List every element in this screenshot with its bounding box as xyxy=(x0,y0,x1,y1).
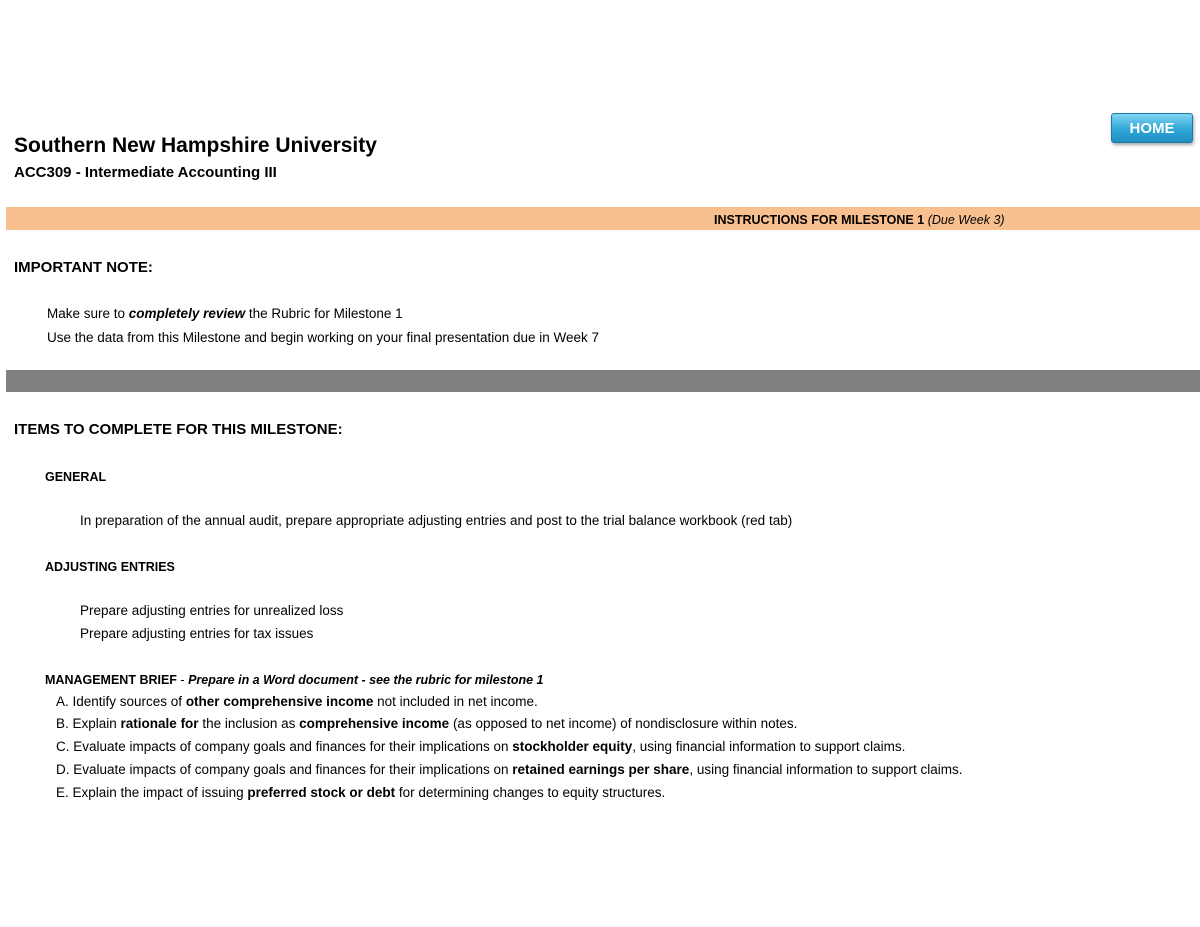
management-brief-heading: MANAGEMENT BRIEF - Prepare in a Word document - see the rubric for milestone 1 xyxy=(45,673,544,687)
important-line-2: Use the data from this Milestone and begin working on your final presentation due in Week 7 xyxy=(47,330,600,345)
general-heading: GENERAL xyxy=(45,470,107,484)
instructions-label: INSTRUCTIONS FOR MILESTONE 1 (Due Week 3) xyxy=(714,213,1005,227)
brief-item-d: D. Evaluate impacts of company goals and finances for their implications on retained earnings per share, using financial information to support claims. xyxy=(56,762,963,777)
brief-item-b: B. Explain rationale for the inclusion as comprehensive income (as opposed to net income) of nondisclosure within notes. xyxy=(56,716,798,731)
university-title: Southern New Hampshire University xyxy=(14,134,377,157)
items-heading: ITEMS TO COMPLETE FOR THIS MILESTONE: xyxy=(14,421,343,438)
brief-item-c: C. Evaluate impacts of company goals and finances for their implications on stockholder equity, using financial information to support claims. xyxy=(56,739,906,754)
instructions-band xyxy=(6,207,1200,230)
adjusting-heading: ADJUSTING ENTRIES xyxy=(45,560,175,574)
adjusting-line-2: Prepare adjusting entries for tax issues xyxy=(80,626,314,641)
course-title: ACC309 - Intermediate Accounting III xyxy=(14,164,277,181)
brief-item-e: E. Explain the impact of issuing preferred stock or debt for determining changes to equity structures. xyxy=(56,785,666,800)
important-line-1: Make sure to completely review the Rubric for Milestone 1 xyxy=(47,306,403,321)
home-button[interactable]: HOME xyxy=(1111,113,1193,143)
adjusting-line-1: Prepare adjusting entries for unrealized loss xyxy=(80,603,344,618)
general-text: In preparation of the annual audit, prepare appropriate adjusting entries and post to the trial balance workbook (red tab) xyxy=(80,513,793,528)
divider-band xyxy=(6,370,1200,392)
brief-item-a: A. Identify sources of other comprehensive income not included in net income. xyxy=(56,694,538,709)
important-note-heading: IMPORTANT NOTE: xyxy=(14,259,153,276)
